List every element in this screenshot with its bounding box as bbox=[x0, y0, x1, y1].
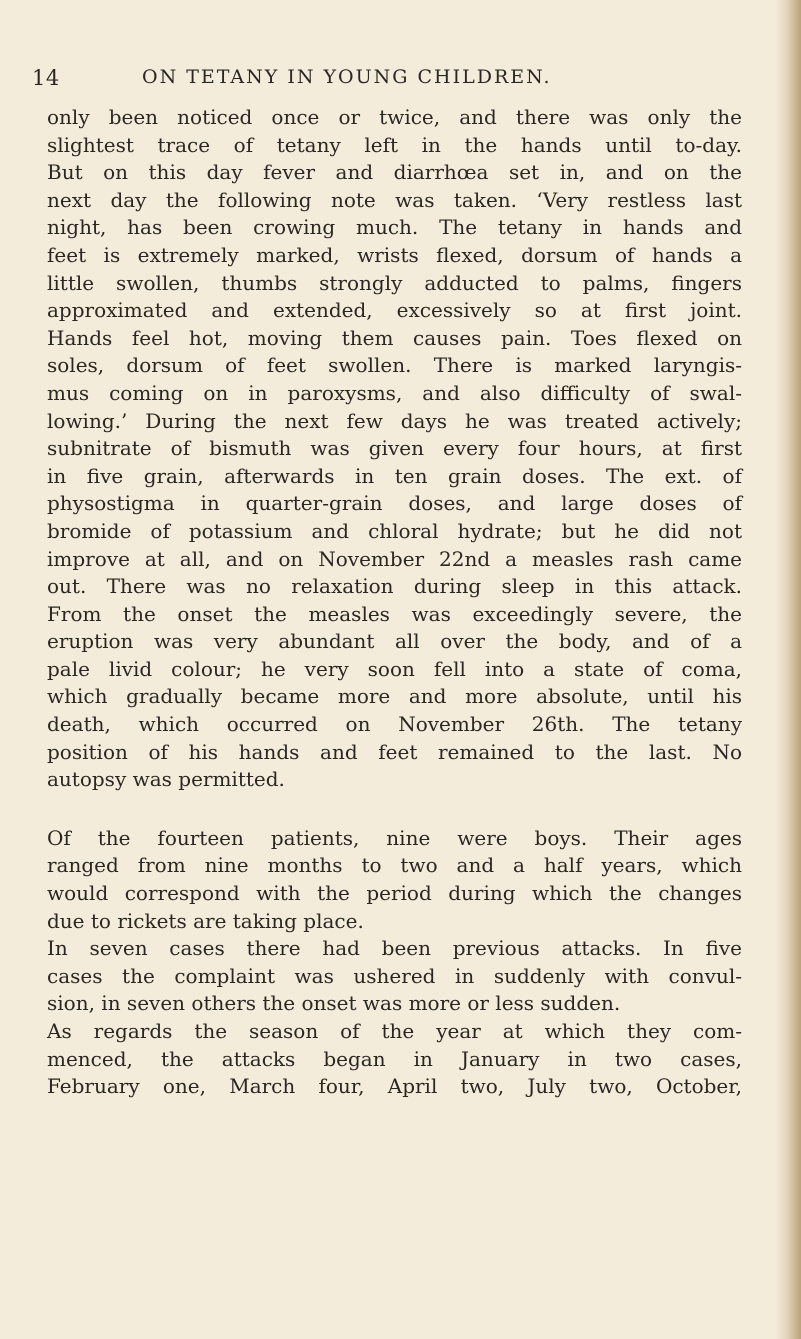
text-line: From the onset the measles was exceedingly severe, the bbox=[47, 601, 742, 626]
text-line: slightest trace of tetany left in the hands until to-day. bbox=[47, 132, 742, 157]
text-line: in five grain, afterwards in ten grain doses. The ext. of bbox=[47, 463, 742, 488]
text-line: mus coming on in paroxysms, and also difficulty of swal- bbox=[47, 380, 742, 405]
page-edge-shadow bbox=[775, 0, 801, 1339]
text-line: Of the fourteen patients, nine were boys. Their ages bbox=[47, 825, 742, 850]
text-line: next day the following note was taken. ‘Very restless last bbox=[47, 187, 742, 212]
running-head: ON TETANY IN YOUNG CHILDREN. bbox=[142, 66, 552, 88]
text-line: cases the complaint was ushered in suddenly with convul- bbox=[47, 963, 742, 988]
text-line: would correspond with the period during which the changes bbox=[47, 881, 742, 906]
text-line: autopsy was permitted. bbox=[47, 767, 285, 792]
text-line: But on this day fever and diarrhœa set in, and on the bbox=[47, 160, 742, 185]
paragraph-case-history bbox=[47, 104, 742, 794]
text-line: As regards the season of the year at which they com- bbox=[47, 1019, 742, 1043]
text-line: improve at all, and on November 22nd a measles rash came bbox=[47, 546, 742, 571]
text-line: lowing.’ During the next few days he was treated actively; bbox=[47, 408, 742, 433]
text-line: only been noticed once or twice, and there was only the bbox=[47, 105, 742, 129]
text-line: Hands feel hot, moving them causes pain. Toes flexed on bbox=[47, 325, 742, 350]
text-line: night, has been crowing much. The tetany in hands and bbox=[47, 215, 742, 240]
text-line: eruption was very abundant all over the body, and of a bbox=[47, 629, 742, 654]
text-line: which gradually became more and more absolute, until his bbox=[47, 684, 742, 709]
page-header bbox=[32, 66, 772, 96]
text-line: bromide of potassium and chloral hydrate; but he did not bbox=[47, 518, 742, 543]
text-line: sion, in seven others the onset was more or less sudden. bbox=[47, 991, 621, 1016]
paragraph-patients-summary bbox=[47, 825, 742, 935]
body-text bbox=[47, 104, 742, 1101]
text-line: approximated and extended, excessively so at first joint. bbox=[47, 298, 742, 323]
text-line: pale livid colour; he very soon fell into a state of coma, bbox=[47, 656, 742, 681]
text-line: out. There was no relaxation during sleep in this attack. bbox=[47, 574, 742, 599]
text-line: feet is extremely marked, wrists flexed, dorsum of hands a bbox=[47, 242, 742, 267]
paragraph-seasons bbox=[47, 1018, 742, 1101]
text-line: physostigma in quarter-grain doses, and large doses of bbox=[47, 491, 742, 516]
text-line: subnitrate of bismuth was given every four hours, at first bbox=[47, 436, 742, 461]
text-line: position of his hands and feet remained to the last. No bbox=[47, 739, 742, 764]
text-line: menced, the attacks began in January in two cases, bbox=[47, 1046, 742, 1071]
text-line: little swollen, thumbs strongly adducted to palms, fingers bbox=[47, 270, 742, 295]
text-line: February one, March four, April two, July two, October, bbox=[47, 1074, 742, 1099]
text-line: due to rickets are taking place. bbox=[47, 908, 364, 933]
page-number: 14 bbox=[32, 66, 60, 90]
text-line: In seven cases there had been previous attacks. In five bbox=[47, 936, 742, 961]
text-line: soles, dorsum of feet swollen. There is marked laryngis- bbox=[47, 353, 742, 378]
paragraph-previous-attacks bbox=[47, 935, 742, 1018]
text-line: ranged from nine months to two and a half years, which bbox=[47, 853, 742, 878]
text-line: death, which occurred on November 26th. The tetany bbox=[47, 712, 742, 737]
